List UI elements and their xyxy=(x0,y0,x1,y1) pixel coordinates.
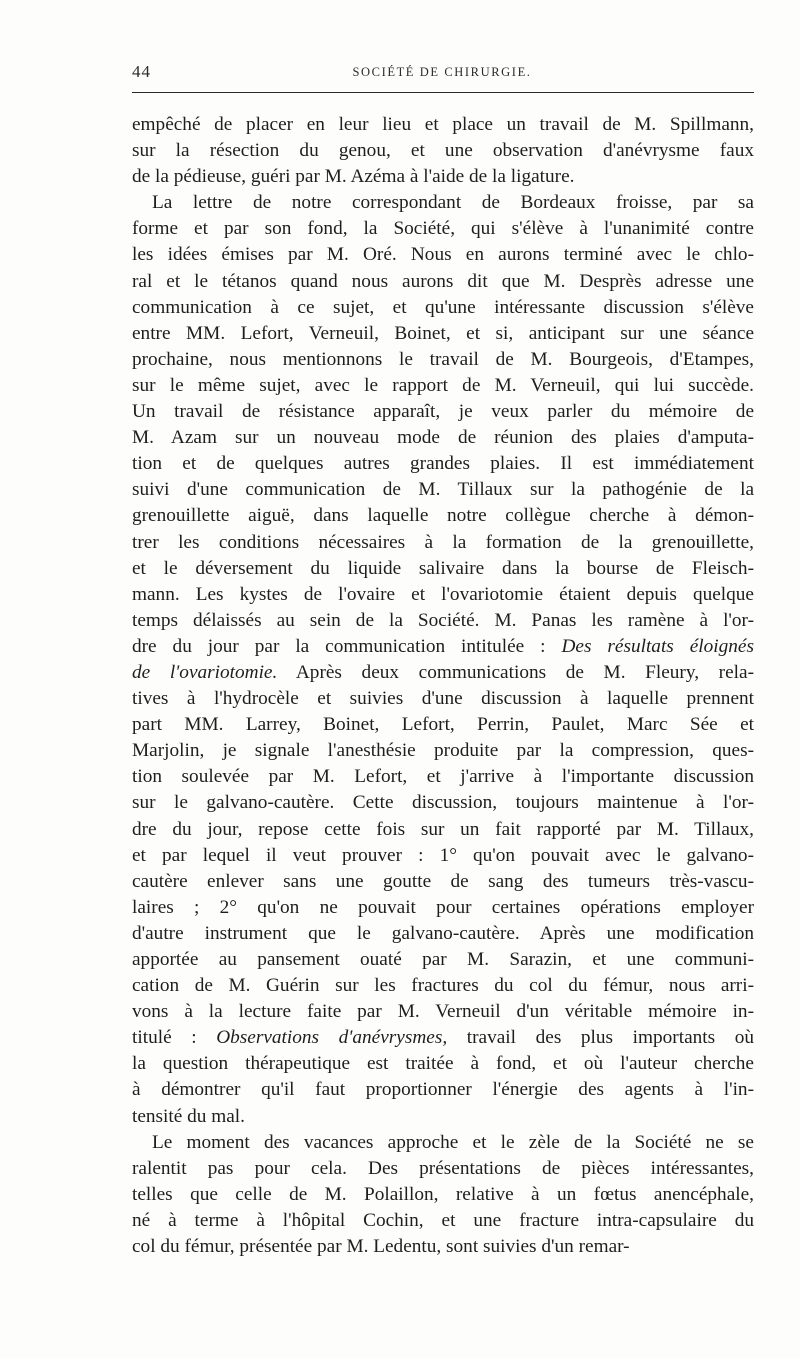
line-text: grenouillette aiguë, dans laquelle notre collègue cherche à démon- xyxy=(132,505,754,527)
text-line xyxy=(132,112,754,138)
text-line xyxy=(132,1208,754,1234)
text-line xyxy=(132,373,754,399)
line-text: de la pédieuse, guéri par M. Azéma à l'aide de la ligature. xyxy=(132,166,575,188)
text-line xyxy=(132,843,754,869)
line-text: M. Azam sur un nouveau mode de réunion des plaies d'amputa- xyxy=(132,427,754,449)
italic-text: Des résultats éloignés xyxy=(561,635,754,657)
line-text: La lettre de notre correspondant de Bordeaux froisse, par sa xyxy=(152,192,754,214)
text-line xyxy=(132,1104,754,1130)
text-line xyxy=(132,1156,754,1182)
line-text: temps délaissés au sein de la Société. M. Panas les ramène à l'or- xyxy=(132,609,754,631)
text-line xyxy=(132,764,754,790)
line-text: et par lequel il veut prouver : 1° qu'on pouvait avec le galvano- xyxy=(132,844,754,866)
text-line xyxy=(132,138,754,164)
text-line xyxy=(132,242,754,268)
text-line xyxy=(132,164,754,190)
line-text: les idées émises par M. Oré. Nous en aurons terminé avec le chlo- xyxy=(132,244,754,266)
line-text: forme et par son fond, la Société, qui s'élève à l'unanimité contre xyxy=(132,218,754,240)
line-text: cation de M. Guérin sur les fractures du col du fémur, nous arri- xyxy=(132,975,754,997)
line-text: ralentit pas pour cela. Des présentations de pièces intéressantes, xyxy=(132,1157,754,1179)
text-line xyxy=(132,947,754,973)
text-line xyxy=(132,817,754,843)
line-text: tensité du mal. xyxy=(132,1105,245,1127)
running-title: SOCIÉTÉ DE CHIRURGIE. xyxy=(352,65,532,79)
text-line xyxy=(132,556,754,582)
line-text: titulé : xyxy=(132,1027,197,1049)
line-text: prochaine, nous mentionnons le travail de M. Bourgeois, d'Etampes, xyxy=(132,348,754,370)
line-text: et le déversement du liquide salivaire dans la bourse de Fleisch- xyxy=(132,557,754,579)
text-line xyxy=(132,1130,754,1156)
header-rule xyxy=(132,92,754,93)
line-text: tives à l'hydrocèle et suivies d'une discussion à laquelle prennent xyxy=(132,688,754,710)
text-line xyxy=(132,582,754,608)
text-line xyxy=(132,1182,754,1208)
italic-text: Observations d'anévrysmes, xyxy=(216,1027,448,1049)
line-text: tion et de quelques autres grandes plaies. Il est immédiatement xyxy=(132,453,754,475)
text-line xyxy=(132,503,754,529)
line-text: dre du jour par la communication intitulée : xyxy=(132,635,546,657)
line-text: mann. Les kystes de l'ovaire et l'ovariotomie étaient depuis quelque xyxy=(132,583,754,605)
text-line xyxy=(132,399,754,425)
text-line xyxy=(132,660,754,686)
line-text: communication à ce sujet, et qu'une intéressante discussion s'élève xyxy=(132,296,754,318)
line-text: né à terme à l'hôpital Cochin, et une fracture intra-capsulaire du xyxy=(132,1209,754,1231)
text-line xyxy=(132,477,754,503)
line-text: suivi d'une communication de M. Tillaux sur la pathogénie de la xyxy=(132,479,754,501)
text-line xyxy=(132,347,754,373)
line-text: col du fémur, présentée par M. Ledentu, sont suivies d'un remar- xyxy=(132,1236,630,1258)
line-text: part MM. Larrey, Boinet, Lefort, Perrin, Paulet, Marc Sée et xyxy=(132,714,754,736)
line-text: sur la résection du genou, et une observation d'anévrysme faux xyxy=(132,140,754,162)
text-line xyxy=(132,634,754,660)
text-line xyxy=(132,869,754,895)
line-text: tion soulevée par M. Lefort, et j'arrive à l'importante discussion xyxy=(132,766,754,788)
line-text: Après deux communications de M. Fleury, rela- xyxy=(277,661,754,683)
line-text: empêché de placer en leur lieu et place un travail de M. Spillmann, xyxy=(132,114,754,135)
body-text xyxy=(132,112,754,1260)
line-text: vons à la lecture faite par M. Verneuil d'un véritable mémoire in- xyxy=(132,1001,754,1023)
line-text: Marjolin, je signale l'anesthésie produite par la compression, ques- xyxy=(132,740,754,762)
line-text: à démontrer qu'il faut proportionner l'énergie des agents à l'in- xyxy=(132,1079,754,1101)
running-head xyxy=(132,62,752,86)
line-text: entre MM. Lefort, Verneuil, Boinet, et si, anticipant sur une séance xyxy=(132,322,754,344)
line-text: apportée au pansement ouaté par M. Sarazin, et une communi- xyxy=(132,949,754,970)
text-line xyxy=(132,530,754,556)
line-text: sur le même sujet, avec le rapport de M. Verneuil, qui lui succède. xyxy=(132,374,754,396)
text-line xyxy=(132,321,754,347)
text-line xyxy=(132,269,754,295)
text-line xyxy=(132,1077,754,1103)
line-text: telles que celle de M. Polaillon, relative à un fœtus anencéphale, xyxy=(132,1183,754,1205)
line-text: la question thérapeutique est traitée à fond, et où l'auteur cherche xyxy=(132,1053,754,1075)
text-line xyxy=(132,1051,754,1077)
line-text: Un travail de résistance apparaît, je veux parler du mémoire de xyxy=(132,401,754,423)
line-text: travail des plus importants où xyxy=(447,1027,755,1049)
text-line xyxy=(132,216,754,242)
line-text: laires ; 2° qu'on ne pouvait pour certaines opérations employer xyxy=(132,896,754,918)
text-line xyxy=(132,686,754,712)
line-text: dre du jour, repose cette fois sur un fait rapporté par M. Tillaux, xyxy=(132,818,754,840)
text-line xyxy=(132,895,754,921)
line-text: d'autre instrument que le galvano-cautère. Après une modification xyxy=(132,922,754,944)
text-line xyxy=(132,790,754,816)
text-line xyxy=(132,190,754,216)
text-line xyxy=(132,608,754,634)
text-line xyxy=(132,295,754,321)
line-text: ral et le tétanos quand nous aurons dit que M. Desprès adresse une xyxy=(132,270,754,292)
text-line xyxy=(132,921,754,947)
text-line xyxy=(132,1025,754,1051)
line-text: trer les conditions nécessaires à la formation de la grenouillette, xyxy=(132,531,754,553)
text-line xyxy=(132,451,754,477)
text-line xyxy=(132,712,754,738)
italic-text: de l'ovariotomie. xyxy=(132,661,278,683)
text-line xyxy=(132,425,754,451)
text-line xyxy=(132,738,754,764)
page-number: 44 xyxy=(132,62,151,81)
line-text: cautère enlever sans une goutte de sang des tumeurs très-vascu- xyxy=(132,870,754,892)
text-line xyxy=(132,973,754,999)
line-text: sur le galvano-cautère. Cette discussion, toujours maintenue à l'or- xyxy=(132,792,754,814)
text-line xyxy=(132,999,754,1025)
text-line xyxy=(132,1234,754,1260)
line-text: Le moment des vacances approche et le zèle de la Société ne se xyxy=(152,1131,754,1153)
